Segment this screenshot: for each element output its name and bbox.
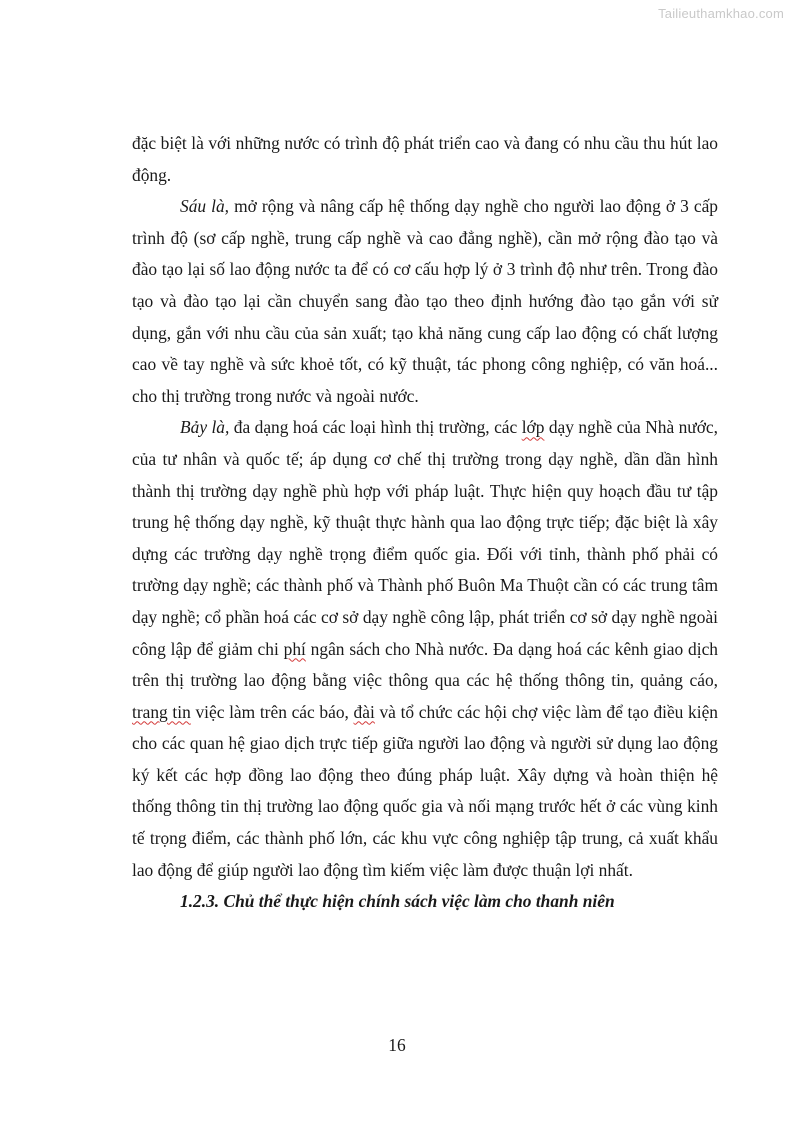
page-number: 16	[388, 1035, 406, 1055]
spellcheck-word: trang tin	[132, 701, 191, 722]
paragraph-sau-la	[132, 191, 718, 412]
paragraph-text: việc làm trên các báo,	[190, 701, 354, 722]
paragraph-text: ngân sách cho Nhà nước. Đa dạng hoá các kênh giao dịch trên thị trường lao động bằng việc thông qua các hệ thống thông tin, quảng cáo,	[132, 638, 718, 691]
paragraph-text: đặc biệt là với những nước có trình độ phát triển cao và đang có nhu cầu thu hút lao động.	[132, 133, 718, 185]
paragraph-lead: Bảy là,	[180, 417, 230, 438]
body-text	[132, 128, 718, 918]
spellcheck-word: phí	[283, 638, 306, 659]
spellcheck-word: lớp	[521, 417, 545, 438]
paragraph-lead: Sáu là,	[180, 196, 230, 217]
section-heading: 1.2.3. Chủ thể thực hiện chính sách việc làm cho thanh niên	[180, 891, 615, 912]
paragraph-text: và tổ chức các hội chợ việc làm để tạo điều kiện cho các quan hệ giao dịch trực tiếp giữa người lao động và người sử dụng lao động ký kết các hợp đồng lao động theo đúng pháp luật. Xây dựng và hoàn thiện hệ thống thông tin thị trường lao động quốc gia và nối mạng trước hết ở các vùng kinh tế trọng điểm, các thành phố lớn, các khu vực công nghiệp tập trung, cả xuất khẩu lao động để giúp người lao động tìm kiếm việc làm được thuận lợi nhất.	[132, 701, 718, 880]
paragraph-continuation	[132, 128, 718, 191]
spellcheck-word: đài	[353, 701, 375, 722]
paragraph-text: dạy nghề của Nhà nước, của tư nhân và quốc tế; áp dụng cơ chế thị trường trong dạy nghề, dần dần hình thành thị trường dạy nghề phù hợp với pháp luật. Thực hiện quy hoạch đầu tư tập trung hệ thống dạy nghề, kỹ thuật thực hành qua lao động trực tiếp; đặc biệt là xây dựng các trường dạy nghề trọng điểm quốc gia. Đối với tỉnh, thành phố phải có trường dạy nghề; các thành phố và Thành phố Buôn Ma Thuột cần có các trung tâm dạy nghề; cổ phần hoá các cơ sở dạy nghề công lập, phát triển cơ sở dạy nghề ngoài công lập để giảm chi	[132, 417, 718, 659]
paragraph-text: đa dạng hoá các loại hình thị trường, các	[229, 417, 522, 438]
paragraph-bay-la	[132, 412, 718, 886]
watermark: Tailieuthamkhao.com	[658, 6, 784, 21]
paragraph-text: mở rộng và nâng cấp hệ thống dạy nghề cho người lao động ở 3 cấp trình độ (sơ cấp nghề, trung cấp nghề và cao đẳng nghề), cần mở rộng đào tạo và đào tạo lại số lao động nước ta để có cơ cấu hợp lý ở 3 trình độ như trên. Trong đào tạo và đào tạo lại cần chuyển sang đào tạo theo định hướng đào tạo gắn với sử dụng, gắn với nhu cầu của sản xuất; tạo khả năng cung cấp lao động có chất lượng cao về tay nghề và sức khoẻ tốt, có kỹ thuật, tác phong công nghiệp, có văn hoá... cho thị trường trong nước và ngoài nước.	[132, 196, 718, 406]
